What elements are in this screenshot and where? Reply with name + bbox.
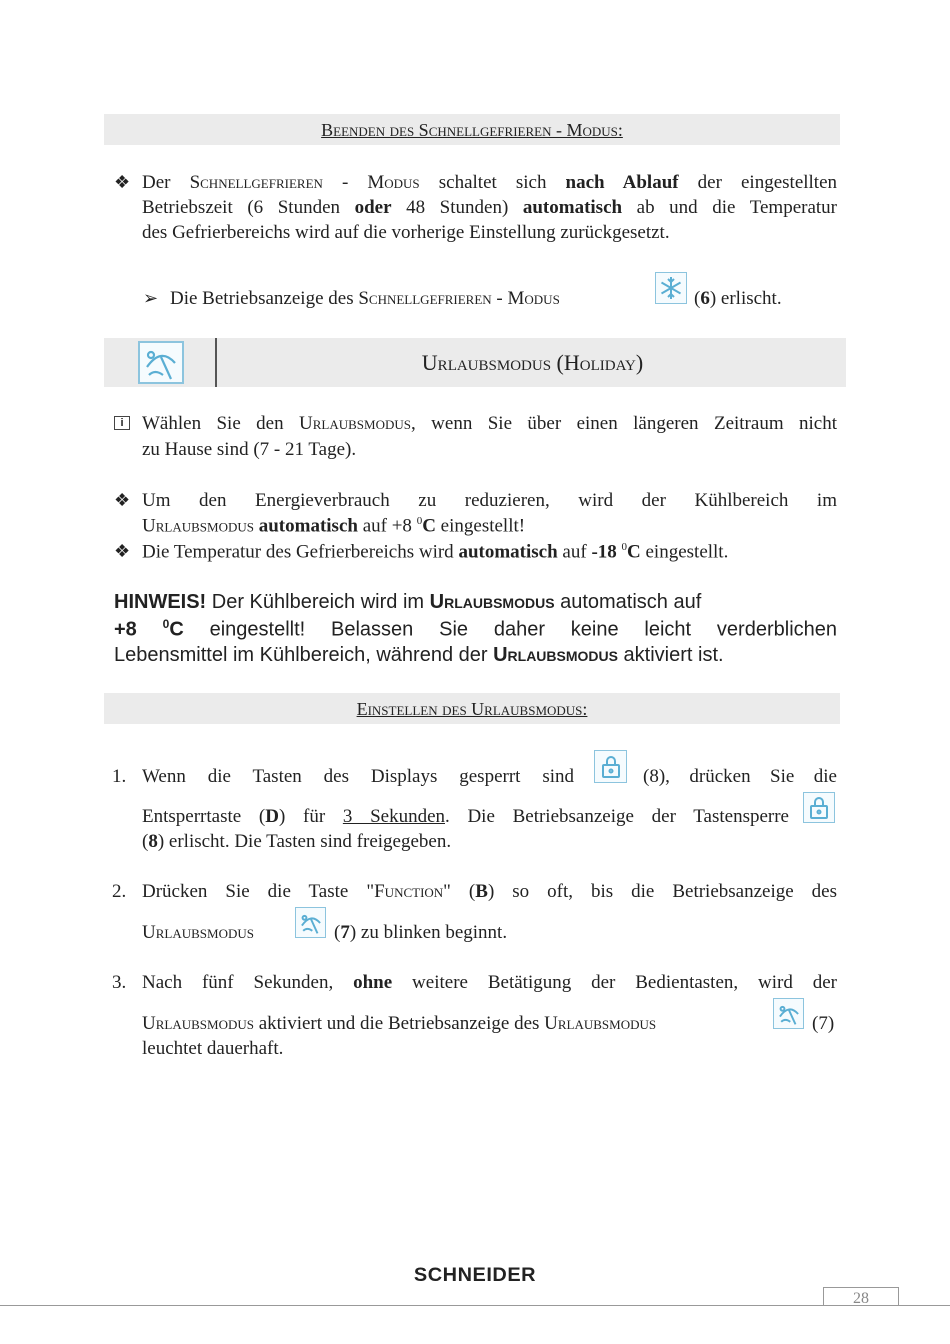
section-header-set-holiday bbox=[104, 693, 840, 724]
step-number: 3. bbox=[112, 972, 127, 993]
arrow-item-text: Die Betriebsanzeige des Schnellgefrieren - Modus bbox=[170, 288, 560, 309]
step-line: (7) zu blinken beginnt. bbox=[334, 922, 508, 943]
bullet-line: Um den Energieverbrauch zu reduzieren, wird der Kühlbereich im bbox=[142, 490, 837, 511]
holiday-icon bbox=[295, 907, 326, 938]
snowflake-icon bbox=[655, 272, 687, 304]
holiday-icon bbox=[773, 998, 804, 1029]
info-line: zu Hause sind (7 - 21 Tage). bbox=[142, 439, 357, 460]
section-header-end-superfreeze bbox=[104, 114, 840, 145]
divider bbox=[215, 338, 217, 387]
info-icon: i bbox=[114, 416, 130, 430]
step-number: 1. bbox=[112, 766, 127, 787]
note-line: Lebensmittel im Kühlbereich, während der Urlaubsmodus aktiviert ist. bbox=[114, 644, 724, 666]
step-line: Urlaubsmodus bbox=[142, 922, 254, 943]
step-number: 2. bbox=[112, 881, 127, 902]
step-line: (8), drücken Sie die bbox=[643, 766, 837, 787]
paragraph-line: des Gefrierbereichs wird auf die vorherige Einstellung zurückgesetzt. bbox=[142, 222, 670, 243]
section-title: Beenden des Schnellgefrieren - Modus: bbox=[321, 120, 623, 140]
step-line: Entsperrtaste (D) für 3 Sekunden. Die Betriebsanzeige der Tastensperre bbox=[142, 806, 789, 827]
paragraph-line: Betriebszeit (6 Stunden oder 48 Stunden) automatisch ab und die Temperatur bbox=[142, 197, 837, 218]
diamond-bullet-icon: ❖ bbox=[114, 541, 131, 561]
bullet-line: Urlaubsmodus automatisch auf +8 $^0$C eingestellt! bbox=[142, 515, 526, 537]
step-line: (8) erlischt. Die Tasten sind freigegeben. bbox=[142, 831, 452, 852]
diamond-bullet-icon: ❖ bbox=[114, 172, 131, 192]
step-line: (7) bbox=[812, 1013, 835, 1034]
footer-rule bbox=[0, 1305, 950, 1306]
note-line: HINWEIS! Der Kühlbereich wird im Urlaubsmodus automatisch auf bbox=[114, 591, 702, 613]
holiday-title: Urlaubsmodus (Holiday) bbox=[421, 350, 644, 375]
diamond-bullet-icon: ❖ bbox=[114, 490, 131, 510]
section-title: Einstellen des Urlaubsmodus: bbox=[356, 699, 588, 719]
lock-icon bbox=[803, 792, 835, 823]
step-line: Urlaubsmodus aktiviert und die Betriebsanzeige des Urlaubsmodus bbox=[142, 1013, 657, 1034]
holiday-icon bbox=[138, 341, 184, 384]
step-line: leuchtet dauerhaft. bbox=[142, 1038, 284, 1059]
bullet-line: Die Temperatur des Gefrierbereichs wird automatisch auf -18 $^0$C eingestellt. bbox=[142, 541, 729, 563]
holiday-header bbox=[104, 338, 846, 387]
step-line: Nach fünf Sekunden, ohne weitere Betätigung der Bedientasten, wird der bbox=[142, 972, 837, 993]
paragraph-line: Der Schnellgefrieren - Modus schaltet sich nach Ablauf der eingestellten bbox=[142, 172, 838, 193]
arrow-bullet-icon: ➢ bbox=[143, 288, 159, 308]
step-line: Wenn die Tasten des Displays gesperrt sind bbox=[142, 766, 574, 787]
info-line: Wählen Sie den Urlaubsmodus, wenn Sie über einen längeren Zeitraum nicht bbox=[142, 413, 837, 434]
brand-logo: SCHNEIDER bbox=[413, 1265, 537, 1286]
step-line: Drücken Sie die Taste "Function" (B) so oft, bis die Betriebsanzeige des bbox=[142, 881, 837, 902]
lock-icon bbox=[594, 750, 627, 783]
note-label: HINWEIS! bbox=[114, 591, 207, 613]
note-line: +8 $^0$C eingestellt! Belassen Sie daher keine leicht verderblichen bbox=[114, 617, 837, 641]
arrow-item-tail: (6) erlischt. bbox=[694, 288, 782, 309]
page-number: 28 bbox=[853, 1290, 869, 1307]
